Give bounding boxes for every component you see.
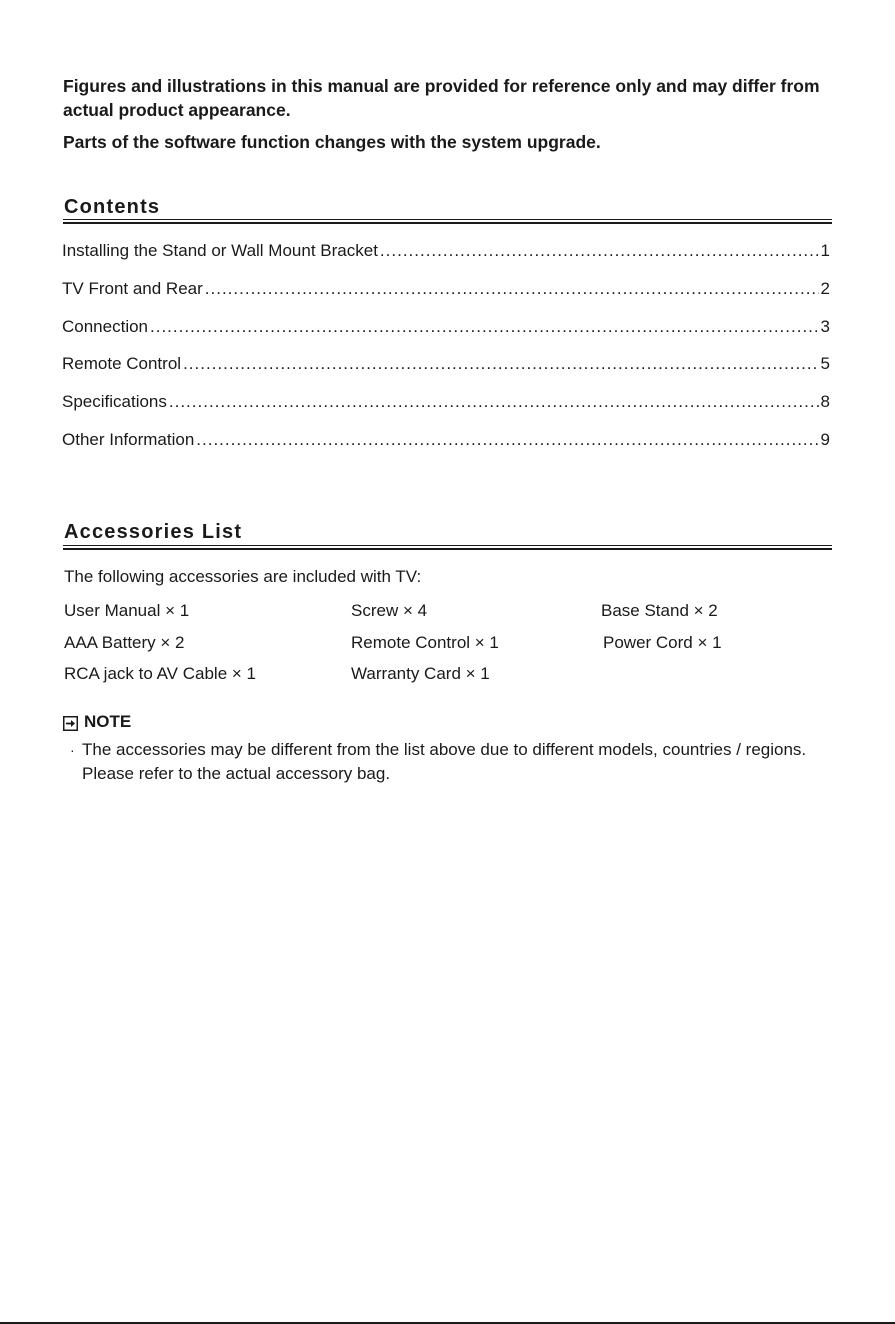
- accessories-heading: Accessories List: [64, 521, 243, 543]
- accessory-item: Base Stand × 2: [601, 601, 718, 620]
- toc-entry-page: 3: [820, 316, 830, 336]
- toc-entry-title: TV Front and Rear: [62, 278, 203, 298]
- toc-entry[interactable]: [62, 315, 830, 353]
- toc-leader-dots: [169, 390, 819, 414]
- accessory-item: Remote Control × 1: [351, 632, 499, 652]
- accessory-item: User Manual × 1: [64, 601, 190, 620]
- toc-entry[interactable]: [62, 428, 830, 466]
- accessory-row: [64, 662, 784, 694]
- toc-entry[interactable]: [62, 390, 830, 428]
- toc-entry-page: 1: [820, 241, 830, 260]
- toc-entry-page: 5: [820, 354, 830, 374]
- toc-entry[interactable]: [62, 277, 830, 315]
- arrow-box-icon: [63, 715, 78, 730]
- note-body: [70, 738, 840, 786]
- accessory-row: [64, 631, 784, 663]
- toc-entry-title: Other Information: [62, 429, 195, 449]
- toc-leader-dots: [150, 315, 819, 339]
- contents-divider: [63, 219, 832, 224]
- accessory-item: Power Cord × 1: [603, 632, 722, 652]
- intro-reference-note: Figures and illustrations in this manual are provided for reference only and may differ from actual product appearance.: [63, 76, 820, 120]
- accessory-row: [64, 599, 784, 631]
- accessory-item: RCA jack to AV Cable × 1: [64, 664, 256, 683]
- toc-entry-title: Remote Control: [62, 354, 182, 374]
- intro-notice: [63, 74, 843, 154]
- toc-entry-page: 8: [820, 392, 830, 412]
- note-label: NOTE: [84, 712, 132, 731]
- intro-upgrade-note: Parts of the software function changes with the system upgrade.: [63, 132, 601, 152]
- accessory-item: Screw × 4: [351, 601, 428, 620]
- toc-entry-page: 2: [820, 278, 830, 298]
- toc-entry-title: Specifications: [62, 392, 167, 412]
- accessory-item: AAA Battery × 2: [64, 632, 185, 652]
- toc-entry-page: 9: [820, 429, 830, 449]
- accessories-divider: [63, 545, 832, 550]
- toc-entry-title: Connection: [62, 316, 149, 336]
- toc-leader-dots: [380, 239, 819, 263]
- table-of-contents: [62, 239, 830, 466]
- contents-heading: Contents: [64, 196, 161, 218]
- toc-leader-dots: [183, 352, 818, 376]
- accessory-item: Warranty Card × 1: [351, 664, 490, 683]
- toc-entry[interactable]: [62, 352, 830, 390]
- note-heading: [63, 711, 131, 733]
- toc-leader-dots: [205, 277, 819, 301]
- accessories-intro: The following accessories are included with TV:: [64, 567, 422, 586]
- toc-entry[interactable]: [62, 239, 830, 277]
- note-text: The accessories may be different from the list above due to different models, countries / regions. Please refer to the actual accessory bag.: [82, 740, 807, 783]
- toc-leader-dots: [196, 428, 818, 452]
- note-bullet: ·: [70, 742, 75, 758]
- toc-entry-title: Installing the Stand or Wall Mount Bracket: [62, 241, 378, 260]
- accessories-grid: [64, 599, 784, 694]
